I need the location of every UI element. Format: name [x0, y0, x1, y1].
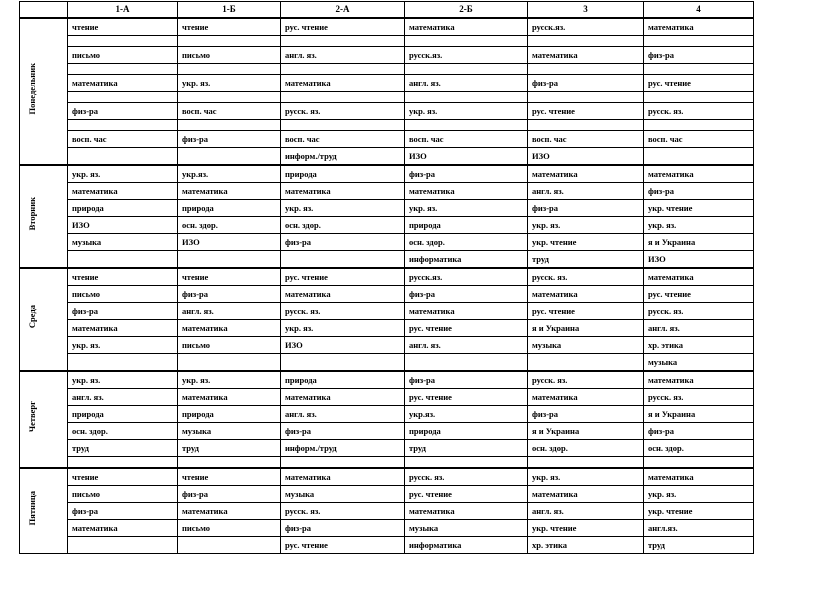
lesson-cell: чтение [178, 468, 281, 486]
schedule-row [20, 406, 754, 423]
lesson-cell [178, 148, 281, 166]
lesson-cell: математика [405, 183, 528, 200]
lesson-cell: физ-ра [644, 423, 754, 440]
lesson-cell: физ-ра [178, 486, 281, 503]
lesson-cell: англ. яз. [528, 503, 644, 520]
lesson-cell [528, 92, 644, 103]
lesson-cell: письмо [68, 286, 178, 303]
day-cell [20, 371, 68, 468]
lesson-cell: природа [68, 406, 178, 423]
lesson-cell [281, 120, 405, 131]
lesson-cell: русск. яз. [528, 371, 644, 389]
schedule-row [20, 234, 754, 251]
lesson-cell: музыка [178, 423, 281, 440]
lesson-cell: русск. яз. [405, 468, 528, 486]
lesson-cell: физ-ра [528, 406, 644, 423]
schedule-row [20, 18, 754, 36]
schedule-row [20, 36, 754, 47]
schedule-row [20, 148, 754, 166]
lesson-cell: математика [405, 503, 528, 520]
schedule-table [19, 1, 754, 554]
lesson-cell: математика [644, 165, 754, 183]
lesson-cell: я и Украина [644, 406, 754, 423]
lesson-cell [178, 354, 281, 372]
lesson-cell [405, 92, 528, 103]
lesson-cell: физ-ра [528, 200, 644, 217]
lesson-cell [528, 64, 644, 75]
lesson-cell: осн. здор. [405, 234, 528, 251]
schedule-row [20, 371, 754, 389]
lesson-cell: ИЗО [528, 148, 644, 166]
lesson-cell: осн. здор. [68, 423, 178, 440]
lesson-cell [281, 251, 405, 269]
lesson-cell: математика [528, 486, 644, 503]
lesson-cell: природа [405, 423, 528, 440]
schedule-row [20, 354, 754, 372]
lesson-cell [178, 537, 281, 554]
lesson-cell: математика [281, 183, 405, 200]
lesson-cell: музыка [405, 520, 528, 537]
schedule-row [20, 268, 754, 286]
lesson-cell: укр.яз. [405, 406, 528, 423]
lesson-cell: математика [644, 268, 754, 286]
lesson-cell: укр. яз. [644, 486, 754, 503]
lesson-cell [405, 36, 528, 47]
lesson-cell: восп. час [405, 131, 528, 148]
lesson-cell: укр. яз. [68, 371, 178, 389]
lesson-cell: математика [281, 286, 405, 303]
lesson-cell: ИЗО [405, 148, 528, 166]
lesson-cell: чтение [68, 468, 178, 486]
schedule-row [20, 520, 754, 537]
day-name-label: Пятница [27, 491, 37, 526]
lesson-cell: письмо [178, 520, 281, 537]
lesson-cell: рус. чтение [281, 18, 405, 36]
lesson-cell: математика [178, 320, 281, 337]
schedule-row [20, 423, 754, 440]
header-class-2b: 2-Б [405, 2, 528, 19]
lesson-cell: рус. чтение [405, 389, 528, 406]
schedule-row [20, 64, 754, 75]
lesson-cell [178, 92, 281, 103]
lesson-cell: осн. здор. [178, 217, 281, 234]
lesson-cell: ИЗО [68, 217, 178, 234]
lesson-cell: укр. яз. [644, 217, 754, 234]
lesson-cell: укр. яз. [528, 217, 644, 234]
schedule-row [20, 337, 754, 354]
lesson-cell [68, 354, 178, 372]
lesson-cell: музыка [528, 337, 644, 354]
lesson-cell: физ-ра [68, 103, 178, 120]
lesson-cell: письмо [178, 337, 281, 354]
lesson-cell: укр. чтение [644, 200, 754, 217]
lesson-cell: восп. час [528, 131, 644, 148]
schedule-row [20, 103, 754, 120]
lesson-cell: укр. яз. [178, 371, 281, 389]
lesson-cell: укр. яз. [281, 320, 405, 337]
lesson-cell [405, 354, 528, 372]
lesson-cell [281, 354, 405, 372]
lesson-cell: ИЗО [281, 337, 405, 354]
lesson-cell: русск. яз. [281, 503, 405, 520]
schedule-row [20, 165, 754, 183]
lesson-cell: физ-ра [281, 520, 405, 537]
lesson-cell: математика [68, 520, 178, 537]
lesson-cell [405, 120, 528, 131]
lesson-cell [178, 251, 281, 269]
lesson-cell [644, 64, 754, 75]
schedule-row [20, 131, 754, 148]
lesson-cell: математика [68, 183, 178, 200]
lesson-cell: музыка [281, 486, 405, 503]
lesson-cell: математика [178, 183, 281, 200]
lesson-cell: русск. яз. [644, 103, 754, 120]
lesson-cell: чтение [178, 18, 281, 36]
lesson-cell: математика [281, 389, 405, 406]
lesson-cell [644, 148, 754, 166]
lesson-cell: осн. здор. [281, 217, 405, 234]
lesson-cell: информ./труд [281, 440, 405, 457]
lesson-cell [178, 457, 281, 469]
lesson-cell [178, 120, 281, 131]
lesson-cell: англ. яз. [178, 303, 281, 320]
lesson-cell: восп. час [178, 103, 281, 120]
lesson-cell: математика [528, 286, 644, 303]
lesson-cell: я и Украина [644, 234, 754, 251]
lesson-cell: англ. яз. [281, 47, 405, 64]
lesson-cell: укр. яз. [68, 165, 178, 183]
lesson-cell: природа [281, 165, 405, 183]
lesson-cell [528, 120, 644, 131]
lesson-cell [644, 92, 754, 103]
lesson-cell: русск. яз. [281, 303, 405, 320]
schedule-row [20, 200, 754, 217]
lesson-cell: русск.яз. [405, 47, 528, 64]
lesson-cell [405, 457, 528, 469]
lesson-cell: чтение [68, 18, 178, 36]
lesson-cell: хр. этика [644, 337, 754, 354]
lesson-cell: информатика [405, 251, 528, 269]
day-name-label: Четверг [27, 401, 37, 433]
lesson-cell: укр. яз. [178, 75, 281, 92]
lesson-cell [281, 64, 405, 75]
schedule-row [20, 251, 754, 269]
lesson-cell: укр. яз. [528, 468, 644, 486]
lesson-cell: я и Украина [528, 423, 644, 440]
schedule-row [20, 47, 754, 64]
lesson-cell [644, 36, 754, 47]
lesson-cell: ИЗО [178, 234, 281, 251]
lesson-cell: осн. здор. [644, 440, 754, 457]
day-cell [20, 268, 68, 371]
lesson-cell [68, 92, 178, 103]
lesson-cell: музыка [68, 234, 178, 251]
day-cell [20, 468, 68, 554]
lesson-cell: рус. чтение [644, 75, 754, 92]
schedule-row [20, 503, 754, 520]
lesson-cell: труд [405, 440, 528, 457]
lesson-cell: восп. час [281, 131, 405, 148]
lesson-cell [281, 457, 405, 469]
schedule-row [20, 75, 754, 92]
lesson-cell: укр. яз. [281, 200, 405, 217]
schedule-row [20, 286, 754, 303]
schedule-row [20, 120, 754, 131]
lesson-cell: англ. яз. [405, 75, 528, 92]
lesson-cell [68, 64, 178, 75]
lesson-cell: укр. яз. [405, 103, 528, 120]
schedule-header [20, 2, 754, 19]
lesson-cell: русск. яз. [644, 389, 754, 406]
schedule-row [20, 389, 754, 406]
lesson-cell: англ.яз. [644, 520, 754, 537]
day-name-label: Понедельник [27, 63, 37, 115]
lesson-cell: англ. яз. [528, 183, 644, 200]
lesson-cell: математика [68, 320, 178, 337]
lesson-cell: письмо [178, 47, 281, 64]
lesson-cell: русск. яз. [528, 268, 644, 286]
lesson-cell: математика [528, 389, 644, 406]
lesson-cell [405, 64, 528, 75]
lesson-cell: природа [405, 217, 528, 234]
lesson-cell [528, 36, 644, 47]
lesson-cell: рус. чтение [528, 103, 644, 120]
lesson-cell: русск. яз. [644, 303, 754, 320]
lesson-cell [68, 120, 178, 131]
lesson-cell: природа [281, 371, 405, 389]
lesson-cell: математика [644, 468, 754, 486]
lesson-cell [644, 120, 754, 131]
lesson-cell: письмо [68, 47, 178, 64]
lesson-cell: рус. чтение [644, 286, 754, 303]
lesson-cell: математика [281, 468, 405, 486]
lesson-cell: письмо [68, 486, 178, 503]
day-cell [20, 18, 68, 165]
lesson-cell: музыка [644, 354, 754, 372]
lesson-cell: русск. яз. [281, 103, 405, 120]
lesson-cell: математика [644, 371, 754, 389]
lesson-cell: природа [178, 406, 281, 423]
lesson-cell: осн. здор. [528, 440, 644, 457]
lesson-cell: укр. чтение [528, 234, 644, 251]
lesson-cell: укр. яз. [68, 337, 178, 354]
lesson-cell: физ-ра [528, 75, 644, 92]
lesson-cell: математика [178, 503, 281, 520]
lesson-cell: англ. яз. [68, 389, 178, 406]
lesson-cell: математика [178, 389, 281, 406]
lesson-cell: рус. чтение [281, 537, 405, 554]
lesson-cell: физ-ра [405, 165, 528, 183]
lesson-cell: математика [644, 18, 754, 36]
lesson-cell [68, 537, 178, 554]
header-class-3: 3 [528, 2, 644, 19]
schedule-row [20, 92, 754, 103]
lesson-cell: труд [68, 440, 178, 457]
lesson-cell [281, 36, 405, 47]
lesson-cell: физ-ра [281, 423, 405, 440]
lesson-cell [68, 251, 178, 269]
lesson-cell [178, 64, 281, 75]
lesson-cell: физ-ра [644, 47, 754, 64]
lesson-cell: математика [528, 165, 644, 183]
lesson-cell: математика [281, 75, 405, 92]
schedule-row [20, 320, 754, 337]
lesson-cell [528, 354, 644, 372]
schedule-row [20, 486, 754, 503]
lesson-cell: восп. час [644, 131, 754, 148]
lesson-cell: математика [528, 47, 644, 64]
lesson-cell: информатика [405, 537, 528, 554]
lesson-cell: англ. яз. [281, 406, 405, 423]
lesson-cell: англ. яз. [644, 320, 754, 337]
lesson-cell [178, 36, 281, 47]
lesson-cell: физ-ра [68, 303, 178, 320]
header-class-2a: 2-А [281, 2, 405, 19]
lesson-cell: чтение [68, 268, 178, 286]
lesson-cell: информ./труд [281, 148, 405, 166]
lesson-cell: русск.яз. [405, 268, 528, 286]
lesson-cell: укр. чтение [644, 503, 754, 520]
lesson-cell: физ-ра [68, 503, 178, 520]
lesson-cell: ИЗО [644, 251, 754, 269]
header-class-1b: 1-Б [178, 2, 281, 19]
lesson-cell: рус. чтение [528, 303, 644, 320]
header-row [20, 2, 754, 19]
day-cell [20, 165, 68, 268]
lesson-cell: природа [178, 200, 281, 217]
lesson-cell [281, 92, 405, 103]
lesson-cell: укр.яз. [178, 165, 281, 183]
lesson-cell: природа [68, 200, 178, 217]
lesson-cell: математика [405, 303, 528, 320]
lesson-cell: физ-ра [644, 183, 754, 200]
lesson-cell: укр. чтение [528, 520, 644, 537]
lesson-cell: физ-ра [178, 286, 281, 303]
lesson-cell: рус. чтение [405, 320, 528, 337]
lesson-cell: чтение [178, 268, 281, 286]
header-class-4: 4 [644, 2, 754, 19]
lesson-cell [644, 457, 754, 469]
lesson-cell: труд [644, 537, 754, 554]
lesson-cell: труд [178, 440, 281, 457]
lesson-cell [68, 148, 178, 166]
schedule-row [20, 303, 754, 320]
schedule-body [20, 18, 754, 554]
lesson-cell: русск.яз. [528, 18, 644, 36]
lesson-cell: математика [405, 18, 528, 36]
lesson-cell: англ. яз. [405, 337, 528, 354]
schedule-row [20, 183, 754, 200]
lesson-cell: физ-ра [281, 234, 405, 251]
schedule-row [20, 537, 754, 554]
lesson-cell: математика [68, 75, 178, 92]
lesson-cell [68, 36, 178, 47]
lesson-cell: я и Украина [528, 320, 644, 337]
lesson-cell: укр. яз. [405, 200, 528, 217]
schedule-row [20, 468, 754, 486]
lesson-cell: рус. чтение [281, 268, 405, 286]
schedule-row [20, 217, 754, 234]
lesson-cell: физ-ра [405, 286, 528, 303]
lesson-cell: рус. чтение [405, 486, 528, 503]
schedule-row [20, 457, 754, 469]
schedule-row [20, 440, 754, 457]
header-day-cell [20, 2, 68, 19]
lesson-cell [528, 457, 644, 469]
day-name-label: Среда [27, 305, 37, 329]
lesson-cell: труд [528, 251, 644, 269]
lesson-cell: физ-ра [405, 371, 528, 389]
lesson-cell [68, 457, 178, 469]
header-class-1a: 1-А [68, 2, 178, 19]
lesson-cell: физ-ра [178, 131, 281, 148]
day-name-label: Вторник [27, 197, 37, 231]
lesson-cell: хр. этика [528, 537, 644, 554]
lesson-cell: восп. час [68, 131, 178, 148]
